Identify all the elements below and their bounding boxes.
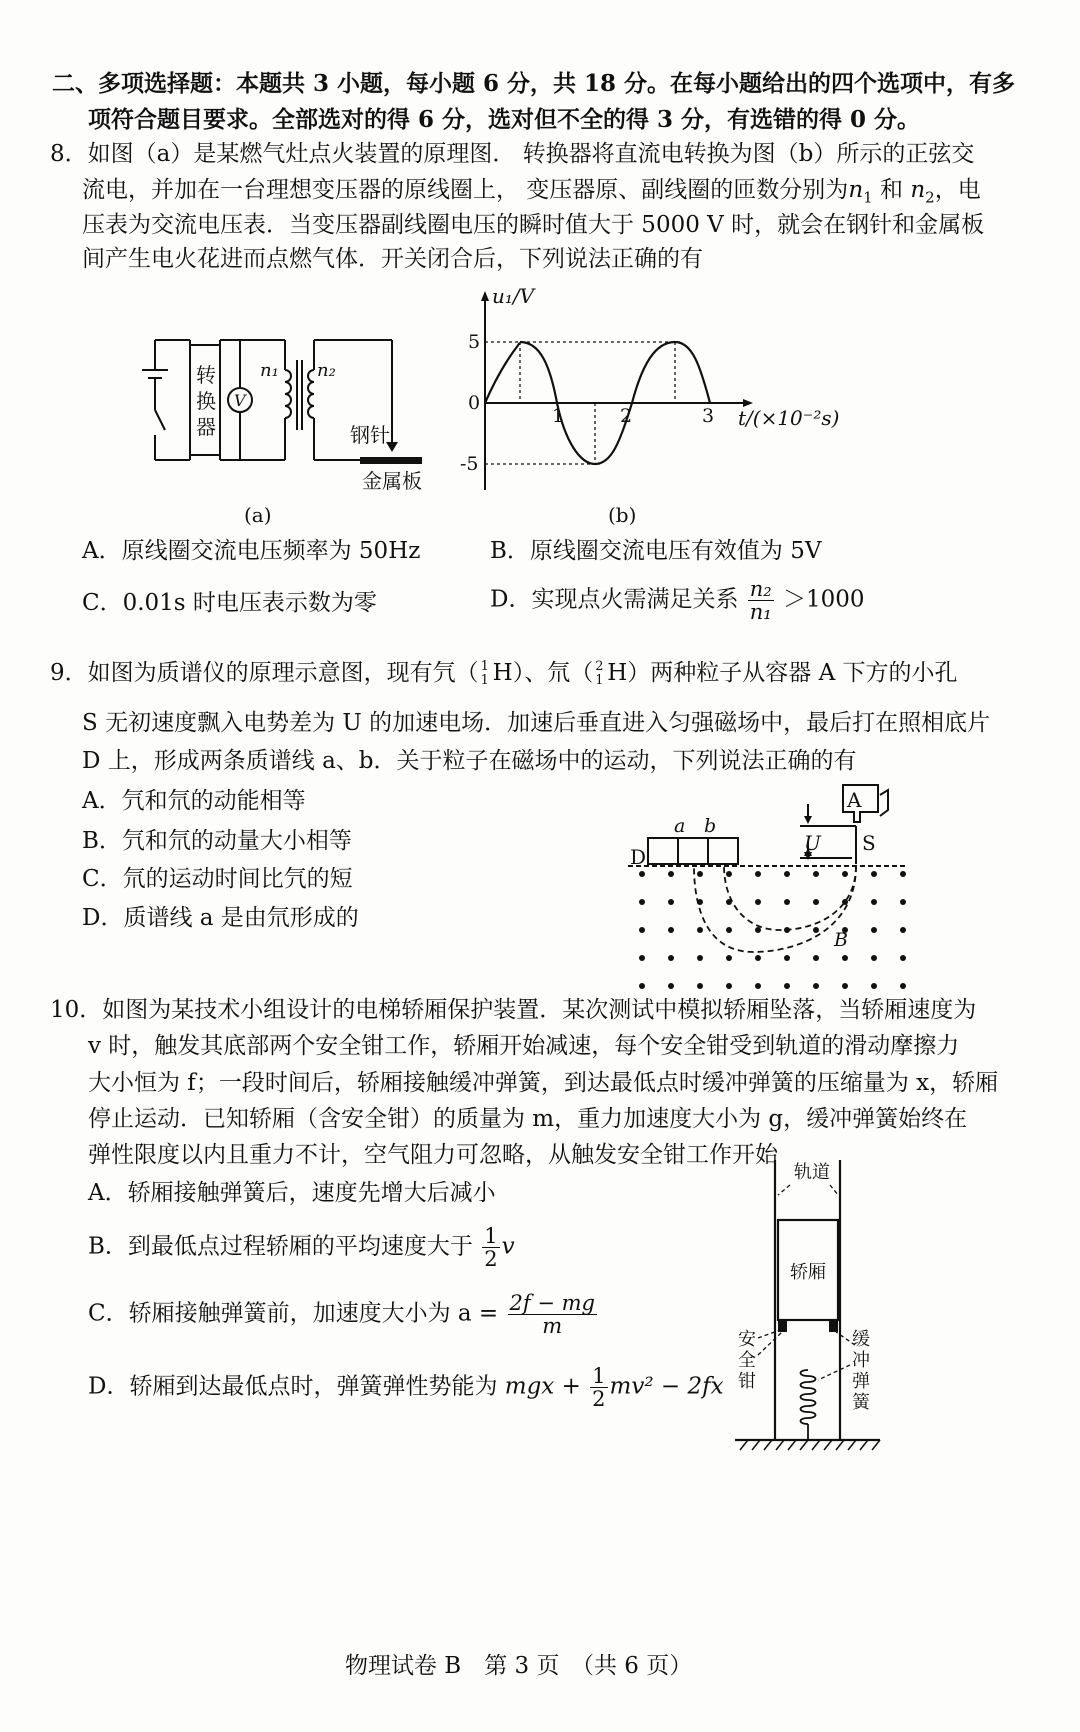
q9-option-c[interactable]: C．氘的运动时间比氕的短 — [82, 866, 353, 892]
field-dot — [639, 899, 645, 905]
field-dot — [813, 871, 819, 877]
field-dot — [668, 899, 674, 905]
field-dot — [726, 955, 732, 961]
spring-label: 缓 — [852, 1329, 870, 1350]
svg-text:钳: 钳 — [738, 1371, 756, 1392]
field-dot — [755, 927, 761, 933]
field-dot — [755, 899, 761, 905]
svg-text:换: 换 — [196, 389, 216, 413]
q8-stem-line1: 8．如图（a）是某燃气灶点火装置的原理图． 转换器将直流电转换为图（b）所示的正弦交 — [50, 141, 975, 167]
field-dot — [697, 983, 703, 989]
field-dot — [900, 927, 906, 933]
q10-stem-line2: v 时，触发其底部两个安全钳工作，轿厢开始减速，每个安全钳受到轨道的滑动摩擦力 — [88, 1033, 960, 1059]
voltmeter-symbol: V — [234, 391, 246, 410]
field-dot — [813, 899, 819, 905]
q8-stem-line2: 流电，并加在一台理想变压器的原线圈上， 变压器原、副线圈的匝数分别为$n_1$ 和 $n_2$，电 — [82, 177, 981, 207]
field-dot — [871, 871, 877, 877]
q10-option-d[interactable]: D．轿厢到达最低点时，弹簧弹性势能为 mgx + $\frac{1}{2}$ mv² − 2fx — [88, 1364, 724, 1412]
field-dot — [842, 871, 848, 877]
q9-stem-line3: D 上，形成两条质谱线 a、b．关于粒子在磁场中的运动，下列说法正确的有 — [82, 748, 857, 774]
x-axis-label: t/(×10⁻²s) — [738, 406, 840, 430]
field-dot — [871, 927, 877, 933]
q8-circuit-diagram — [130, 330, 450, 530]
field-dot — [900, 899, 906, 905]
field-dot — [842, 983, 848, 989]
q8-option-d[interactable]: D．实现点火需满足关系 $\frac{\text{n₂}}{\text{n₁}}$ ＞1000 — [490, 577, 865, 625]
buffer-spring — [801, 1370, 816, 1424]
magnetic-field-dots — [639, 871, 906, 989]
x-tick-2: 2 — [620, 405, 633, 427]
field-dot — [697, 955, 703, 961]
field-dot — [900, 955, 906, 961]
field-dot — [871, 955, 877, 961]
field-dot — [784, 983, 790, 989]
q10-stem-line5: 弹性限度以内且重力不计，空气阻力可忽略，从触发安全钳工作开始 — [88, 1142, 778, 1168]
field-B-label: B — [834, 929, 848, 951]
field-dot — [755, 871, 761, 877]
field-dot — [755, 983, 761, 989]
field-dot — [784, 899, 790, 905]
clamp-label: 安 — [738, 1329, 756, 1350]
field-dot — [813, 927, 819, 933]
field-dot — [755, 955, 761, 961]
svg-text:器: 器 — [196, 415, 216, 439]
svg-text:全: 全 — [738, 1350, 756, 1371]
film-D-label: D — [630, 845, 647, 869]
fig-b-caption: (b) — [608, 503, 637, 527]
field-dot — [639, 955, 645, 961]
field-dot — [784, 871, 790, 877]
section-heading-line2: 项符合题目要求。全部选对的得 6 分，选对但不全的得 3 分，有选错的得 0 分。 — [88, 106, 921, 133]
line-a-label: a — [674, 815, 686, 837]
page-footer: 物理试卷 B 第 3 页 （共 6 页） — [345, 1653, 693, 1679]
q9-option-a[interactable]: A．氕和氘的动能相等 — [82, 788, 306, 814]
y-tick-0: 0 — [468, 392, 481, 414]
svg-text:冲: 冲 — [852, 1350, 870, 1371]
field-dot — [900, 983, 906, 989]
q10-stem-line3: 大小恒为 f；一段时间后，轿厢接触缓冲弹簧，到达最低点时缓冲弹簧的压缩量为 x，轿厢 — [88, 1070, 999, 1096]
field-dot — [813, 955, 819, 961]
x-tick-1: 1 — [552, 405, 565, 427]
svg-text:簧: 簧 — [852, 1392, 870, 1413]
field-dot — [697, 871, 703, 877]
field-dot — [639, 871, 645, 877]
svg-text:弹: 弹 — [852, 1371, 870, 1392]
voltage-U-label: U — [804, 831, 821, 855]
n1-label: n₁ — [260, 360, 279, 381]
mass-spectrometer-diagram — [628, 780, 928, 990]
q8-option-b[interactable]: B．原线圈交流电压有效值为 5V — [490, 538, 822, 564]
field-dot — [668, 927, 674, 933]
q9-stem-line2: S 无初速度飘入电势差为 U 的加速电场．加速后垂直进入匀强磁场中，最后打在照相底片 — [82, 710, 991, 736]
field-dot — [639, 927, 645, 933]
section-heading-line1: 二、多项选择题：本题共 3 小题，每小题 6 分，共 18 分。在每小题给出的四个选项中，有多 — [52, 70, 1016, 97]
field-dot — [697, 927, 703, 933]
field-dot — [842, 955, 848, 961]
q9-option-d[interactable]: D．质谱线 a 是由氘形成的 — [82, 905, 359, 931]
q8-option-c[interactable]: C．0.01s 时电压表示数为零 — [82, 590, 377, 616]
n2-label: n₂ — [317, 360, 336, 381]
q10-stem-line1: 10．如图为某技术小组设计的电梯轿厢保护装置．某次测试中模拟轿厢坠落，当轿厢速度为 — [50, 997, 977, 1023]
elevator-diagram — [730, 1150, 930, 1450]
field-dot — [668, 983, 674, 989]
y-tick-5: 5 — [468, 331, 481, 353]
x-tick-3: 3 — [702, 405, 715, 427]
container-A-label: A — [847, 788, 862, 812]
converter-label: 转 — [196, 363, 216, 387]
field-dot — [726, 927, 732, 933]
y-tick-neg5: -5 — [460, 453, 479, 475]
field-dot — [813, 983, 819, 989]
field-dot — [900, 871, 906, 877]
rail-label: 轨道 — [794, 1162, 830, 1183]
field-dot — [871, 899, 877, 905]
needle-label: 钢针 — [350, 423, 390, 447]
plate-label: 金属板 — [362, 469, 422, 493]
q8-stem-line4: 间产生电火花进而点燃气体．开关闭合后，下列说法正确的有 — [82, 246, 703, 272]
field-dot — [668, 871, 674, 877]
y-axis-label: u₁/V — [492, 284, 535, 308]
fig-a-caption: (a) — [244, 503, 272, 527]
field-dot — [668, 955, 674, 961]
q9-stem-line1: 9．如图为质谱仪的原理示意图，现有氕（ 1 1 H）、氘（ 2 1 H）两种粒子从容器 A 下方的小孔 — [50, 659, 958, 688]
q10-stem-line4: 停止运动．已知轿厢（含安全钳）的质量为 m，重力加速度大小为 g，缓冲弹簧始终在 — [88, 1106, 968, 1132]
q10-option-a[interactable]: A．轿厢接触弹簧后，速度先增大后减小 — [88, 1180, 496, 1206]
q10-option-c[interactable]: C．轿厢接触弹簧前，加速度大小为 a = $\frac{2f - mg}{m}$ — [88, 1291, 595, 1339]
field-dot — [726, 871, 732, 877]
field-dot — [726, 983, 732, 989]
hole-S-label: S — [862, 831, 876, 855]
line-b-label: b — [704, 815, 717, 837]
q8-option-a[interactable]: A．原线圈交流电压频率为 50Hz — [82, 538, 421, 564]
q9-option-b[interactable]: B．氕和氘的动量大小相等 — [82, 828, 352, 854]
car-label: 轿厢 — [790, 1262, 826, 1283]
field-dot — [639, 983, 645, 989]
field-dot — [784, 955, 790, 961]
q10-option-b[interactable]: B．到最低点过程轿厢的平均速度大于 $\frac{1}{2}$ v — [88, 1224, 515, 1272]
q8-stem-line3: 压表为交流电压表．当变压器副线圈电压的瞬时值大于 5000 V 时，就会在钢针和金属板 — [82, 212, 985, 238]
field-dot — [871, 983, 877, 989]
q8-sine-chart — [460, 285, 860, 535]
